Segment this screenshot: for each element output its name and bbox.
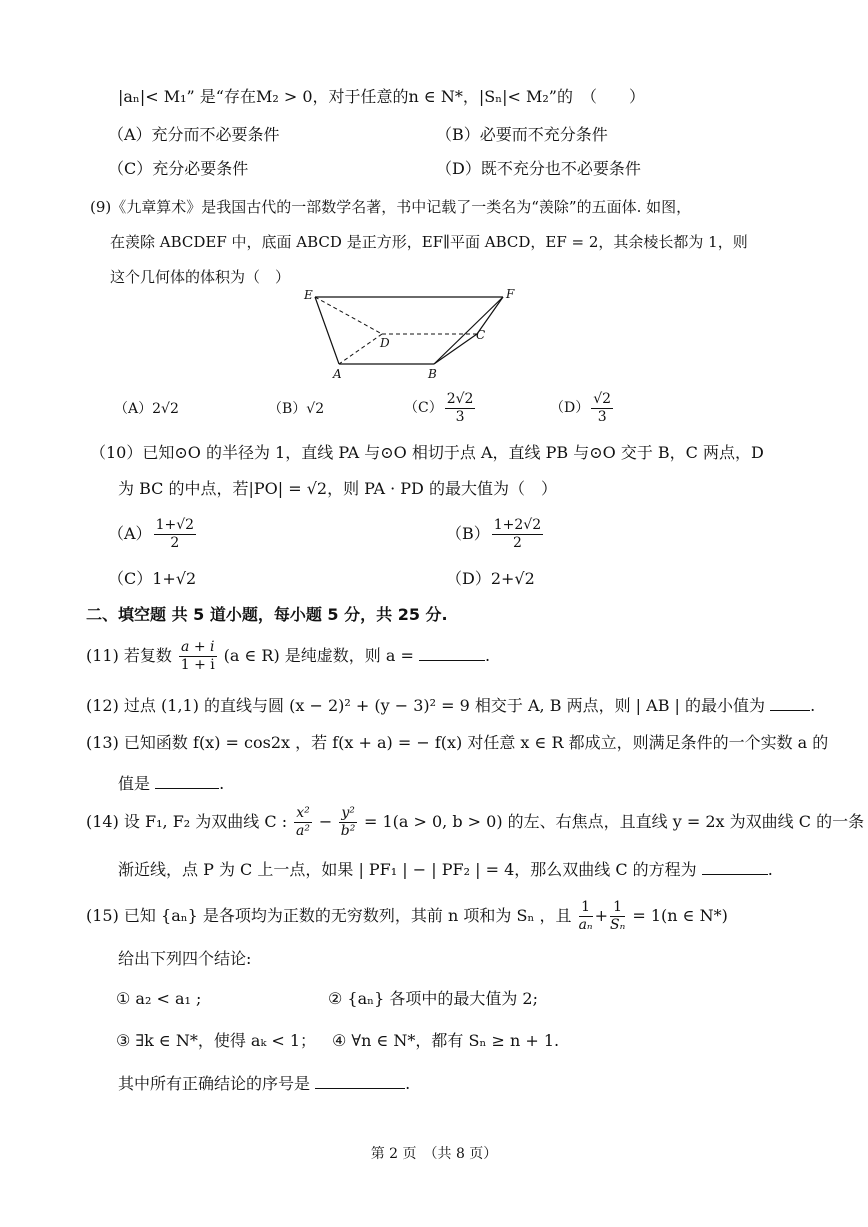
- numerator: a + i: [181, 639, 215, 655]
- option-fraction: [445, 391, 476, 426]
- option-label: （C）: [108, 569, 153, 588]
- option-value: 2+√2: [490, 569, 535, 588]
- numerator: 1: [610, 899, 625, 917]
- label-E: E: [304, 288, 313, 302]
- q10-line1: （10）已知⊙O 的半径为 1，直线 PA 与⊙O 相切于点 A，直线 PB 与⊙O 交于 B，C 两点，D: [90, 443, 764, 462]
- q9-option-d: [550, 390, 615, 426]
- q9-pentahedron-figure: [296, 285, 526, 385]
- edge-FB: [434, 297, 503, 364]
- q14-fraction-x: [294, 805, 312, 840]
- section-2-title: 二、填空题 共 5 道小题，每小题 5 分，共 25 分.: [86, 605, 448, 624]
- q13-end: .: [219, 774, 225, 793]
- q15-conclusion-3: ③ ∃k ∈ N*，使得 aₖ < 1；: [116, 1031, 317, 1050]
- q15-conclusion-2: ② {aₙ} 各项中的最大值为 2;: [328, 989, 538, 1008]
- q15-ask-text: 其中所有正确结论的序号是: [118, 1074, 311, 1093]
- option-label: （D）: [550, 400, 590, 416]
- denominator: 2: [170, 535, 180, 551]
- option-label: （B）: [446, 524, 490, 543]
- option-value: 2√2: [152, 401, 179, 417]
- denominator: 3: [597, 408, 607, 425]
- option-label: （C）: [404, 400, 443, 416]
- numerator: 1+√2: [155, 517, 195, 533]
- q9-line1: (9)《九章算术》是我国古代的一部数学名著，书中记载了一类名为“羡除”的五面体. 如图，: [90, 198, 692, 216]
- edge-CB: [434, 334, 477, 364]
- q14-line2-text: 渐近线，点 P 为 C 上一点，如果 | PF₁ | − | PF₂ | = 4，那么双曲线 C 的方程为: [118, 860, 697, 879]
- q8-option-d: （D）既不充分也不必要条件: [436, 159, 641, 178]
- q12-end: .: [810, 696, 816, 715]
- label-D: D: [380, 336, 390, 350]
- denominator: 3: [455, 408, 465, 425]
- q14-answer-blank[interactable]: [702, 856, 768, 875]
- denominator: Sₙ: [610, 917, 626, 933]
- label-C: C: [476, 328, 486, 342]
- q15-fraction-a: [579, 899, 593, 934]
- q14-prefix: (14) 设 F₁, F₂ 为双曲线 C :: [86, 812, 288, 831]
- numerator: 1+2√2: [493, 517, 542, 533]
- q9-line3: 这个几何体的体积为（ ）: [110, 268, 291, 286]
- q13-line2-text: 值是: [118, 774, 151, 793]
- option-label: （B）: [268, 401, 307, 417]
- numerator: y²: [341, 805, 355, 821]
- q14-fraction-y: [339, 805, 357, 840]
- q14-minus: −: [318, 812, 333, 831]
- q14-end: .: [767, 860, 773, 879]
- q15-intro: 给出下列四个结论:: [118, 949, 252, 968]
- q15-suffix: = 1(n ∈ N*): [632, 906, 728, 925]
- q15-end: .: [405, 1074, 411, 1093]
- q14-suffix: = 1(a > 0, b > 0) 的左、右焦点，且直线 y = 2x 为双曲线 C 的一条: [363, 812, 865, 831]
- q10-option-b: [446, 514, 545, 554]
- denominator: 1 + i: [180, 657, 215, 673]
- option-value: 1+√2: [152, 569, 197, 588]
- q15-line1: [86, 894, 728, 938]
- option-label: （D）: [446, 569, 491, 588]
- q11-suffix: (a ∈ R) 是纯虚数，则 a =: [223, 646, 414, 665]
- q11: [86, 636, 490, 676]
- numerator: √2: [593, 390, 612, 407]
- option-label: （A）: [108, 524, 152, 543]
- denominator: b²: [340, 823, 356, 839]
- q11-prefix: (11) 若复数: [86, 646, 172, 665]
- q8-option-b: （B）必要而不充分条件: [436, 125, 608, 144]
- q9-option-b: [268, 398, 324, 420]
- q11-end: .: [484, 646, 491, 665]
- q10-option-c: [108, 568, 196, 590]
- denominator: 2: [512, 535, 522, 551]
- option-fraction: [591, 391, 613, 426]
- option-value: √2: [306, 401, 325, 417]
- q15-conclusion-1: ① a₂ < a₁ ;: [116, 989, 202, 1008]
- q15-answer-blank[interactable]: [315, 1070, 405, 1089]
- q13-line1: (13) 已知函数 f(x) = cos2x ，若 f(x + a) = − f(x) 对任意 x ∈ R 都成立，则满足条件的一个实数 a 的: [86, 733, 829, 752]
- denominator: a²: [295, 823, 310, 839]
- label-A: A: [333, 367, 342, 381]
- numerator: x²: [296, 805, 310, 821]
- q12-answer-blank[interactable]: [770, 692, 810, 711]
- q12-text: (12) 过点 (1,1) 的直线与圆 (x − 2)² + (y − 3)² = 9 相交于 A, B 两点，则 | AB | 的最小值为: [86, 696, 766, 715]
- q10-option-a: [108, 514, 198, 554]
- q15-ask: [118, 1070, 410, 1095]
- label-B: B: [428, 367, 437, 381]
- edge-DA: [339, 334, 382, 364]
- q12: [86, 692, 815, 717]
- label-F: F: [506, 287, 515, 301]
- q15-prefix: (15) 已知 {aₙ} 是各项均为正数的无穷数列，其前 n 项和为 Sₙ ，且: [86, 906, 572, 925]
- q13-line2: [118, 770, 224, 795]
- q9-option-a: [114, 398, 179, 420]
- q8-option-a: （A）充分而不必要条件: [108, 125, 280, 144]
- option-fraction: [492, 517, 543, 552]
- q14-line2: [118, 856, 773, 881]
- numerator: 2√2: [446, 390, 474, 407]
- q15-conclusion-4: ④ ∀n ∈ N*，都有 Sₙ ≥ n + 1.: [332, 1031, 560, 1050]
- q14-line1: [86, 802, 864, 842]
- q15-fraction-s: [610, 899, 625, 934]
- q9-line2: 在羡除 ABCDEF 中，底面 ABCD 是正方形，EF∥平面 ABCD，EF = 2，其余棱长都为 1，则: [110, 233, 748, 251]
- denominator: aₙ: [578, 917, 593, 933]
- q9-option-c: [404, 390, 477, 426]
- numerator: 1: [579, 899, 593, 917]
- page-footer: 第 2 页 （共 8 页）: [370, 1146, 498, 1162]
- q13-answer-blank[interactable]: [155, 770, 219, 789]
- q8-stem: |aₙ|< M₁” 是“存在M₂ > 0，对于任意的n ∈ N*，|Sₙ|< M₂”的 （ ）: [118, 87, 645, 106]
- option-fraction: [154, 517, 196, 552]
- q15-plus: +: [594, 906, 608, 925]
- q10-option-d: [446, 568, 535, 590]
- q10-line2: 为 BC 的中点，若|PO| = √2，则 PA · PD 的最大值为（ ）: [118, 479, 557, 498]
- q8-option-c: （C）充分必要条件: [108, 159, 249, 178]
- edge-ED: [315, 297, 382, 334]
- q11-answer-blank[interactable]: [419, 642, 485, 661]
- q11-fraction: [179, 639, 216, 674]
- edge-EA: [315, 297, 339, 364]
- option-label: （A）: [114, 401, 153, 417]
